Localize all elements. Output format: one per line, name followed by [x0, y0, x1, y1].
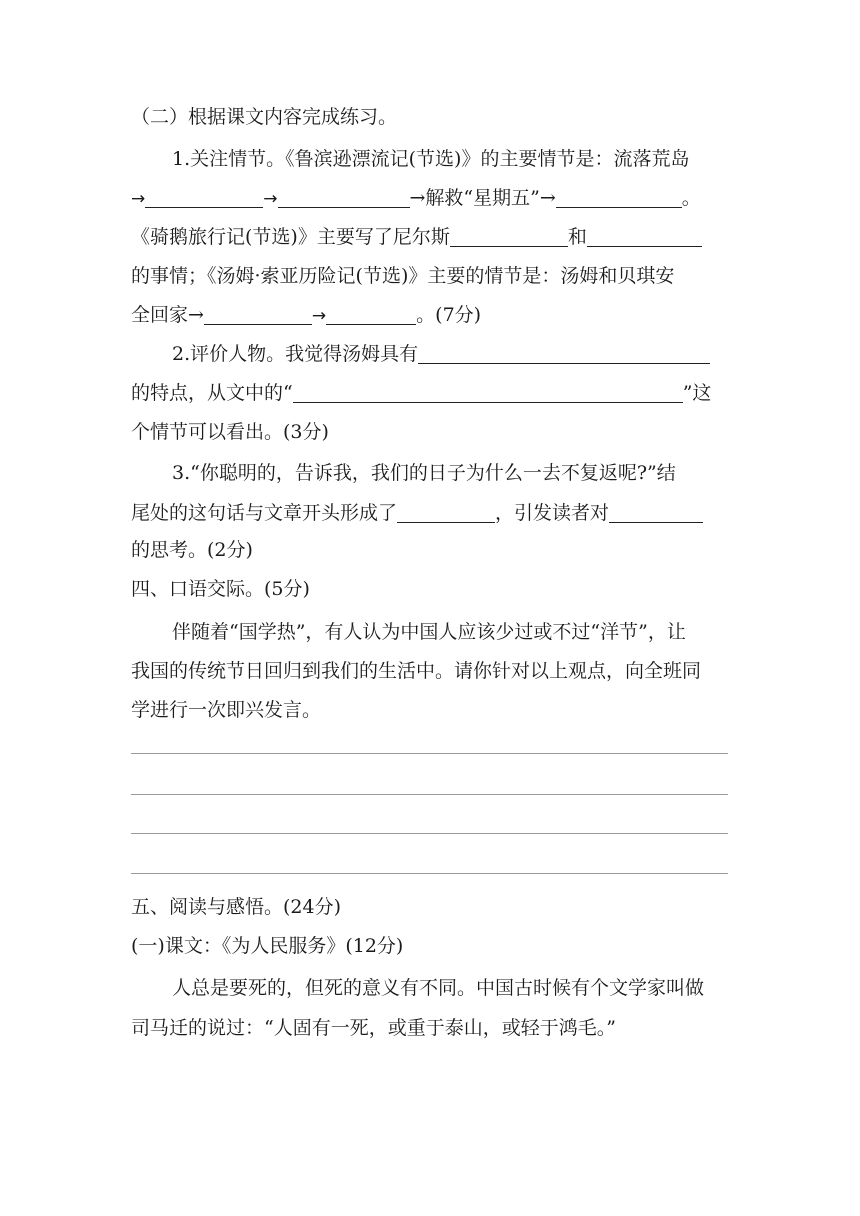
- writing-line[interactable]: [131, 873, 728, 874]
- writing-line[interactable]: [131, 833, 728, 834]
- q3-line2-text: 尾处的这句话与文章开头形成了: [131, 502, 398, 524]
- answer-blank[interactable]: [326, 304, 416, 325]
- answer-blank[interactable]: [145, 187, 263, 208]
- q2-line1-text: 2.评价人物。我觉得汤姆具有: [172, 343, 419, 365]
- q1-line5: [131, 302, 731, 329]
- q2-line2: [131, 380, 731, 406]
- q1-line1: 1.关注情节。《鲁滨逊漂流记(节选)》的主要情节是：流落荒岛: [172, 148, 690, 170]
- q1-line3-text: 《骑鹅旅行记(节选)》主要写了尼尔斯: [131, 226, 450, 248]
- answer-blank[interactable]: [204, 304, 312, 325]
- section5-para-line2: 司马迁的说过：“人固有一死，或重于泰山，或轻于鸿毛。”: [131, 1017, 616, 1039]
- q1-line3: [131, 224, 731, 250]
- section4-heading: 四、口语交际。(5分): [131, 578, 310, 600]
- q2-line3: 个情节可以看出。(3分): [131, 421, 329, 443]
- answer-blank[interactable]: [418, 343, 710, 364]
- answer-blank[interactable]: [609, 502, 703, 523]
- q1-line5-score: 。(7分): [416, 304, 482, 326]
- section5-subheading: (一)课文：《为人民服务》(12分): [131, 935, 404, 957]
- answer-blank[interactable]: [293, 382, 683, 403]
- section5-para-line1: 人总是要死的，但死的意义有不同。中国古时候有个文学家叫做: [172, 977, 705, 999]
- section5-heading: 五、阅读与感悟。(24分): [131, 896, 342, 918]
- section4-para-line1: 伴随着“国学热”，有人认为中国人应该少过或不过“洋节”，让: [172, 621, 686, 643]
- q1-line2-mid: →解救“星期五”→: [409, 187, 556, 209]
- writing-line[interactable]: [131, 753, 728, 754]
- q1-line2: [131, 185, 731, 212]
- q3-line2-mid: ，引发读者对: [495, 502, 610, 524]
- answer-blank[interactable]: [397, 502, 495, 523]
- q2-line2-text: 的特点，从文中的“: [131, 382, 293, 404]
- answer-blank[interactable]: [450, 226, 568, 247]
- q1-line3-and: 和: [567, 226, 587, 248]
- answer-blank[interactable]: [587, 226, 702, 247]
- answer-blank[interactable]: [556, 187, 682, 208]
- writing-line[interactable]: [131, 794, 728, 795]
- q2-line2-end: ”这: [682, 382, 712, 404]
- section2-heading: （二）根据课文内容完成练习。: [131, 106, 398, 128]
- q1-line4: 的事情；《汤姆·索亚历险记(节选)》主要的情节是：汤姆和贝琪安: [131, 265, 675, 287]
- section4-para-line3: 学进行一次即兴发言。: [131, 699, 322, 721]
- q2-line1: [172, 341, 732, 367]
- q1-line5-text: 全回家→: [131, 304, 204, 326]
- q3-line1: 3.“你聪明的，告诉我，我们的日子为什么一去不复返呢?”结: [172, 462, 676, 484]
- section4-para-line2: 我国的传统节日回归到我们的生活中。请你针对以上观点，向全班同: [131, 660, 702, 682]
- arrow-icon: →: [131, 189, 146, 209]
- arrow-icon: →: [311, 306, 327, 326]
- q1-line2-end: 。: [681, 187, 701, 209]
- arrow-icon: →: [263, 189, 278, 209]
- answer-blank[interactable]: [278, 187, 410, 208]
- q3-line3: 的思考。(2分): [131, 539, 253, 561]
- q3-line2: [131, 500, 731, 526]
